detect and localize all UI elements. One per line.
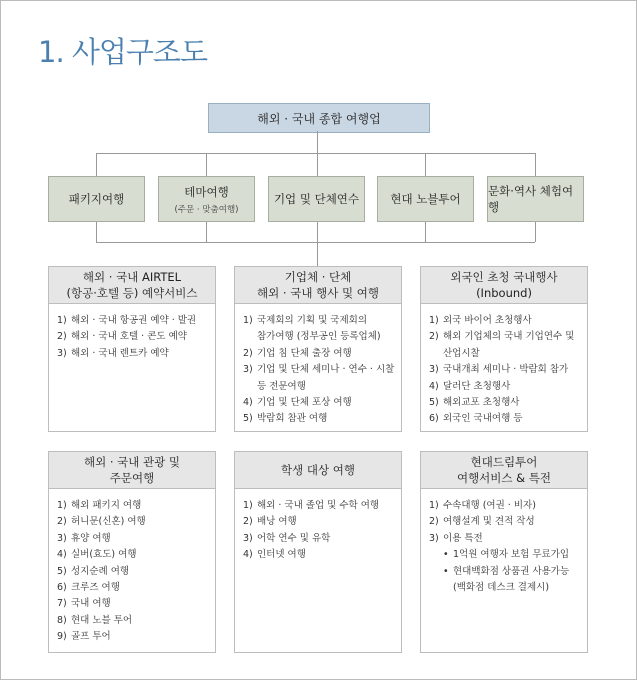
card-title: 해외 · 국내 AIRTEL [82,270,182,284]
item-text: 해외 · 국내 항공권 예약 · 발권 [71,315,197,326]
category-sublabel: (주문 · 맞춤여행) [174,204,239,215]
card-airtel [48,266,216,432]
list-item [57,329,209,345]
connector-line [317,153,318,176]
card-header [49,452,215,489]
item-number: 3) [243,532,253,544]
item-text: 휴양 여행 [71,532,111,544]
sub-item-text: 1억원 여행자 보험 무료가입 [453,549,570,561]
item-text: 국내 여행 [71,598,111,610]
list-item [243,498,395,514]
item-text: 국제회의 기획 및 국제회의 [257,315,368,326]
card-title: 해외 · 국내 관광 및 [83,455,181,469]
card-body [421,489,587,602]
list-item [57,629,209,645]
bullet-icon: • [443,565,449,577]
card-title: 기업체 · 단체 [284,270,352,284]
card-tour [48,451,216,653]
item-number: 2) [57,516,67,528]
item-text: 기업 및 단체 포상 여행 [257,397,352,409]
category-label: 문화·역사 체험여행 [488,184,574,214]
card-subtitle: (Inbound) [476,286,532,300]
category-culture [487,176,584,222]
item-number: 6) [57,582,67,594]
connector-line [317,131,318,153]
list-item [57,313,209,329]
item-text: 외국인 국내여행 등 [443,413,523,425]
list-item [429,362,581,378]
card-header [421,452,587,489]
item-text: 기업 및 단체 세미나 · 연수 · 시찰 [257,364,395,376]
list-item [243,547,395,563]
category-theme [158,176,255,222]
list-item [429,531,581,547]
card-dreamtour [420,451,588,653]
card-title: 학생 대상 여행 [281,463,355,477]
connector-line [206,153,207,176]
list-item [429,313,581,329]
category-label: 기업 및 단체연수 [273,192,360,206]
connector-line [206,220,207,242]
item-number: 3) [429,532,439,544]
item-number: 7) [57,598,67,610]
item-text: 실버(효도) 여행 [71,549,137,561]
item-number: 3) [57,347,67,359]
item-text: 국내개최 세미나 · 박람회 참가 [443,364,569,376]
card-body [49,304,215,368]
list-item [429,395,581,411]
item-number: 1) [243,315,253,326]
item-number: 2) [243,516,253,528]
category-corporate [268,176,365,222]
card-body [421,304,587,434]
item-number: 4) [243,549,253,561]
item-text: 현대 노블 투어 [71,614,133,626]
item-number: 2) [429,516,439,528]
card-header [235,452,401,489]
item-text: 달러단 초청행사 [443,380,511,392]
connector-line [96,242,535,243]
card-header [235,267,401,304]
list-item [243,514,395,530]
page-title: 1. 사업구조도 [38,35,207,69]
item-number: 4) [57,549,67,561]
list-item [57,547,209,563]
list-item [243,346,395,362]
card-header [421,267,587,304]
connector-line [96,153,535,154]
list-item [243,395,395,411]
connector-line [535,220,536,242]
item-text: 해외 패키지 여행 [71,500,142,511]
item-text: 기업 침 단체 출장 여행 [257,347,352,359]
item-text: 해외교포 초청행사 [443,397,520,409]
item-text: 성지순례 여행 [71,565,130,577]
card-inbound [420,266,588,432]
item-text: 해외 기업체의 국내 기업연수 및 [443,331,575,343]
list-item [429,514,581,530]
item-number: 1) [57,315,67,326]
item-number: 2) [243,347,253,359]
card-subtitle: 해외 · 국내 행사 및 여행 [257,286,379,300]
item-number: 5) [243,413,253,425]
item-text: 해외 · 국내 졸업 및 수학 여행 [257,500,380,511]
card-subtitle: 주문여행 [109,471,155,485]
list-item [429,379,581,395]
item-text: 배낭 여행 [257,516,297,528]
item-number: 5) [429,397,439,409]
item-text: 해외 · 국내 렌트카 예약 [71,347,169,359]
connector-line [96,220,97,242]
card-student [234,451,402,653]
category-package [48,176,145,222]
item-text: 박람회 참관 여행 [257,413,328,425]
sub-item-note: (백화점 데스크 결제시) [453,582,550,594]
list-item [429,329,581,362]
connector-line [535,153,536,176]
connector-line [425,220,426,242]
card-corporate [234,266,402,432]
category-label: 테마여행 [184,184,229,199]
card-title: 외국인 초청 국내행사 [450,270,558,284]
top-node-box [208,103,430,133]
item-text: 해외 · 국내 호텔 · 콘도 예약 [71,331,187,343]
sub-item-text: 현대백화점 상품권 사용가능 [453,565,570,577]
card-subtitle: 여행서비스 & 특전 [456,471,552,485]
list-item [57,346,209,362]
card-body [235,489,401,570]
item-text: 어학 연수 및 유학 [257,532,331,544]
item-number: 1) [429,500,439,511]
list-item [57,531,209,547]
item-number: 3) [429,364,439,376]
list-item [57,613,209,629]
item-number: 6) [429,413,439,425]
category-label: 현대 노블투어 [390,192,461,206]
sub-list-item [429,547,581,563]
sub-list-item [429,564,581,580]
card-body [49,489,215,652]
category-label: 패키지여행 [68,192,125,206]
item-text: 여행설계 및 견적 작성 [443,516,535,528]
list-item [243,531,395,547]
list-item [57,514,209,530]
item-text: 허니문(신혼) 여행 [71,516,146,528]
list-item [57,564,209,580]
item-text: 외국 바이어 초청행사 [443,315,532,326]
category-noble [377,176,474,222]
item-number: 1) [429,315,439,326]
connector-line [317,220,318,266]
item-text: 수속대행 (여권 · 비자) [443,500,536,511]
item-number: 1) [243,500,253,511]
connector-line [425,153,426,176]
list-item [57,596,209,612]
item-number: 3) [243,364,253,376]
list-item [429,411,581,427]
list-item [57,498,209,514]
card-title: 현대드림투어 [470,455,538,469]
item-text-cont: 산업시찰 [443,347,480,359]
item-number: 8) [57,614,67,626]
item-number: 5) [57,565,67,577]
connector-line [96,153,97,176]
item-text: 이용 특전 [443,532,483,544]
item-number: 2) [429,331,439,343]
item-text-cont: 참가여행 (정부공인 등록업체) [257,331,381,343]
list-item [429,498,581,514]
item-number: 9) [57,631,67,643]
item-text: 골프 투어 [71,631,111,643]
list-item [243,313,395,346]
item-text-cont: 등 전문여행 [257,380,306,392]
item-text: 크루즈 여행 [71,582,120,594]
card-header [49,267,215,304]
list-item [57,580,209,596]
item-number: 3) [57,532,67,544]
item-number: 4) [243,397,253,409]
item-number: 1) [57,500,67,511]
card-body [235,304,401,434]
list-item [243,362,395,395]
top-node-label: 해외 · 국내 종합 여행업 [257,111,381,126]
item-number: 2) [57,331,67,343]
list-item [243,411,395,427]
item-text: 인터넷 여행 [257,549,306,561]
card-subtitle: (항공·호텔 등) 예약서비스 [66,286,198,300]
item-number: 4) [429,380,439,392]
bullet-icon: • [443,549,449,561]
